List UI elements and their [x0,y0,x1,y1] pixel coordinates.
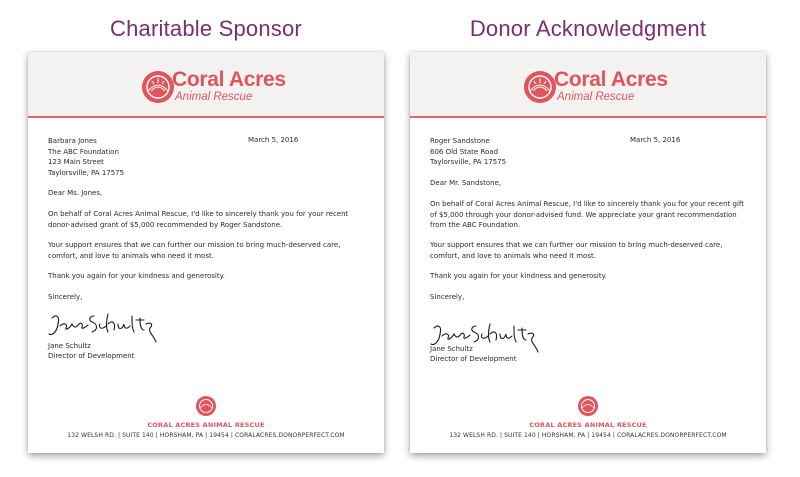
letterhead-logo [410,66,766,106]
footer-org-name: CORAL ACRES ANIMAL RESCUE [529,421,647,429]
letter-heading-donor-acknowledgment: Donor Acknowledgment [469,16,707,41]
salutation: Dear Mr. Sandstone, [430,179,502,187]
letter-donor-acknowledgment [410,52,766,453]
letter-charitable-sponsor [28,52,384,453]
address-line: 123 Main Street [48,158,104,166]
coral-sunburst-logo-icon [195,395,217,417]
signer-title: Director of Development [430,355,517,363]
address-line: Barbara Jones [48,137,97,145]
paragraph-line: On behalf of Coral Acres Animal Rescue, I'd like to sincerely thank you for your recent gift [430,200,744,208]
address-line: Taylorsville, PA 17575 [430,158,507,166]
paragraph-3: Thank you again for your kindness and generosity. [48,272,225,280]
coral-sunburst-logo-icon [140,69,176,105]
footer-address: 132 WELSH RD. | SUITE 140 | HORSHAM, PA | 19454 | CORALACRES.DONORPERFECT.COM [449,432,727,439]
signer-title: Director of Development [48,352,135,360]
paragraph-line: comfort, and love to animals who need it most. [430,251,596,260]
signer-name: Jane Schultz [430,345,473,353]
paragraph-line: Your support ensures that we can further our mission to bring much-deserved care, [48,241,341,249]
paragraph-line: On behalf of Coral Acres Animal Rescue, I'd like to sincerely thank you for your recent [48,210,349,218]
recipient-address [48,136,368,178]
paragraph-2 [48,240,368,261]
logo-subtitle: Animal Rescue [175,91,253,103]
paragraph-1 [430,199,750,231]
address-line: 606 Old State Road [430,147,499,156]
handwritten-signature [46,306,166,346]
recipient-address [430,136,750,168]
footer-org-name: CORAL ACRES ANIMAL RESCUE [147,421,265,429]
paragraph-line: of $5,000 through your donor-advised fund. We appreciate your grant recommendation [430,210,737,219]
paragraph-line: from the ABC Foundation. [430,221,521,229]
paragraph-line: Your support ensures that we can further our mission to bring much-deserved care, [430,241,723,249]
coral-sunburst-logo-icon [522,69,558,105]
address-line: Taylorsville, PA 17575 [48,168,125,177]
letter-date: March 5, 2016 [630,136,681,144]
logo-name: Coral Acres [554,68,668,91]
salutation: Dear Ms. Jones, [48,189,103,197]
signer-name: Jane Schultz [48,342,91,350]
letter-date: March 5, 2016 [248,136,299,144]
letter-heading-charitable-sponsor: Charitable Sponsor [110,16,302,41]
footer-address: 132 WELSH RD. | SUITE 140 | HORSHAM, PA | 19454 | CORALACRES.DONORPERFECT.COM [67,432,345,439]
paragraph-3: Thank you again for your kindness and generosity. [430,272,607,280]
closing: Sincerely, [430,293,465,301]
coral-sunburst-logo-icon [577,395,599,417]
logo-subtitle: Animal Rescue [557,91,635,103]
paragraph-2 [430,240,750,261]
address-line: The ABC Foundation [48,147,119,156]
letterhead-logo [28,66,384,106]
address-line: Roger Sandstone [430,137,490,145]
logo-name: Coral Acres [172,68,286,91]
paragraph-line: donor-advised grant of $5,000 recommended by Roger Sandstone. [48,220,283,229]
paragraph-1 [48,209,368,230]
paragraph-line: comfort, and love to animals who need it most. [48,251,214,260]
closing: Sincerely, [48,293,83,301]
